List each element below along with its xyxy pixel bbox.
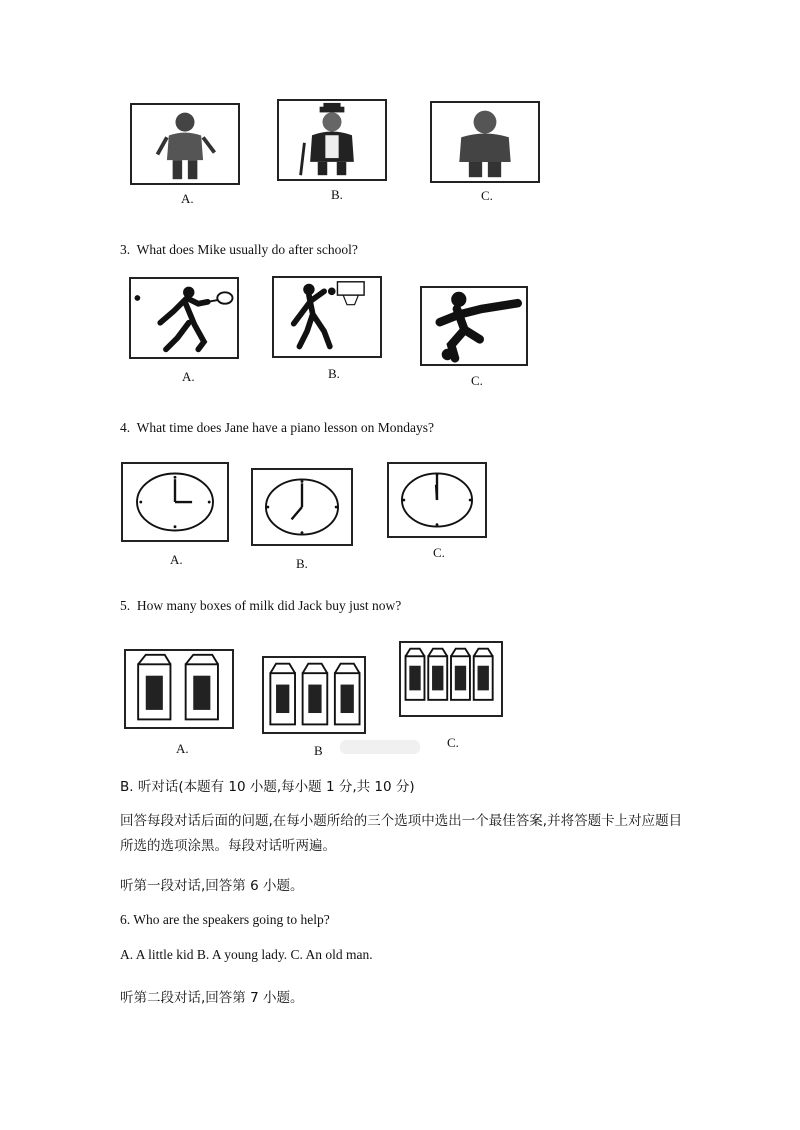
q4-option-b-label: B. bbox=[296, 556, 308, 571]
young-man-icon bbox=[132, 105, 238, 183]
q2-option-b-label: B. bbox=[331, 187, 343, 202]
question-5-number: 5. bbox=[120, 598, 131, 613]
q5-option-c-picture bbox=[399, 641, 503, 717]
milk-boxes-icon bbox=[264, 658, 364, 732]
dialog-1-instruction: 听第一段对话,回答第 6 小题。 bbox=[120, 878, 304, 894]
question-5 bbox=[120, 598, 401, 614]
question-3-number: 3. bbox=[120, 242, 131, 257]
clock-icon bbox=[253, 470, 351, 544]
q5-option-a-label: A. bbox=[176, 741, 189, 756]
tennis-player-icon bbox=[131, 279, 237, 357]
question-6: 6. Who are the speakers going to help? bbox=[120, 912, 330, 927]
q3-option-a-label: A. bbox=[182, 369, 195, 384]
dialog-2-instruction: 听第二段对话,回答第 7 小题。 bbox=[120, 990, 304, 1006]
q4-option-c-label: C. bbox=[433, 545, 445, 560]
q3-option-b-label: B. bbox=[328, 366, 340, 381]
q4-option-a-label: A. bbox=[170, 552, 183, 567]
q5-option-c-label: C. bbox=[447, 735, 459, 750]
q2-option-b-picture bbox=[277, 99, 387, 181]
soccer-player-icon bbox=[422, 288, 526, 364]
question-6-options: A. A little kid B. A young lady. C. An old man. bbox=[120, 947, 373, 962]
q2-option-a-label: A. bbox=[181, 191, 194, 206]
clock-icon bbox=[123, 464, 227, 540]
q3-option-c-label: C. bbox=[471, 373, 483, 388]
q4-option-b-picture bbox=[251, 468, 353, 546]
question-4-number: 4. bbox=[120, 420, 131, 435]
stout-man-icon bbox=[432, 103, 538, 181]
section-b-heading: B. 听对话(本题有 10 小题,每小题 1 分,共 10 分) bbox=[120, 779, 415, 795]
question-4-text: What time does Jane have a piano lesson on Mondays? bbox=[136, 420, 434, 435]
scan-smudge bbox=[340, 740, 420, 754]
q4-option-a-picture bbox=[121, 462, 229, 542]
q4-option-c-picture bbox=[387, 462, 487, 538]
q2-option-c-picture bbox=[430, 101, 540, 183]
q3-option-c-picture bbox=[420, 286, 528, 366]
q5-option-b-picture bbox=[262, 656, 366, 734]
q2-option-a-picture bbox=[130, 103, 240, 185]
basketball-player-icon bbox=[274, 278, 380, 356]
q5-option-a-picture bbox=[124, 649, 234, 729]
question-3 bbox=[120, 242, 358, 258]
question-5-text: How many boxes of milk did Jack buy just now? bbox=[136, 598, 402, 613]
question-4 bbox=[120, 420, 434, 436]
question-3-text: What does Mike usually do after school? bbox=[136, 242, 358, 257]
q2-option-c-label: C. bbox=[481, 188, 493, 203]
q5-option-b-label: B bbox=[314, 743, 323, 758]
old-man-with-cane-icon bbox=[279, 101, 385, 179]
clock-icon bbox=[389, 464, 485, 536]
q3-option-b-picture bbox=[272, 276, 382, 358]
q3-option-a-picture bbox=[129, 277, 239, 359]
milk-boxes-icon bbox=[126, 651, 232, 727]
milk-boxes-icon bbox=[401, 643, 501, 715]
section-b-instructions: 回答每段对话后面的问题,在每小题所给的三个选项中选出一个最佳答案,并将答题卡上对应题目所选的选项涂黑。每段对话听两遍。 bbox=[120, 813, 683, 854]
